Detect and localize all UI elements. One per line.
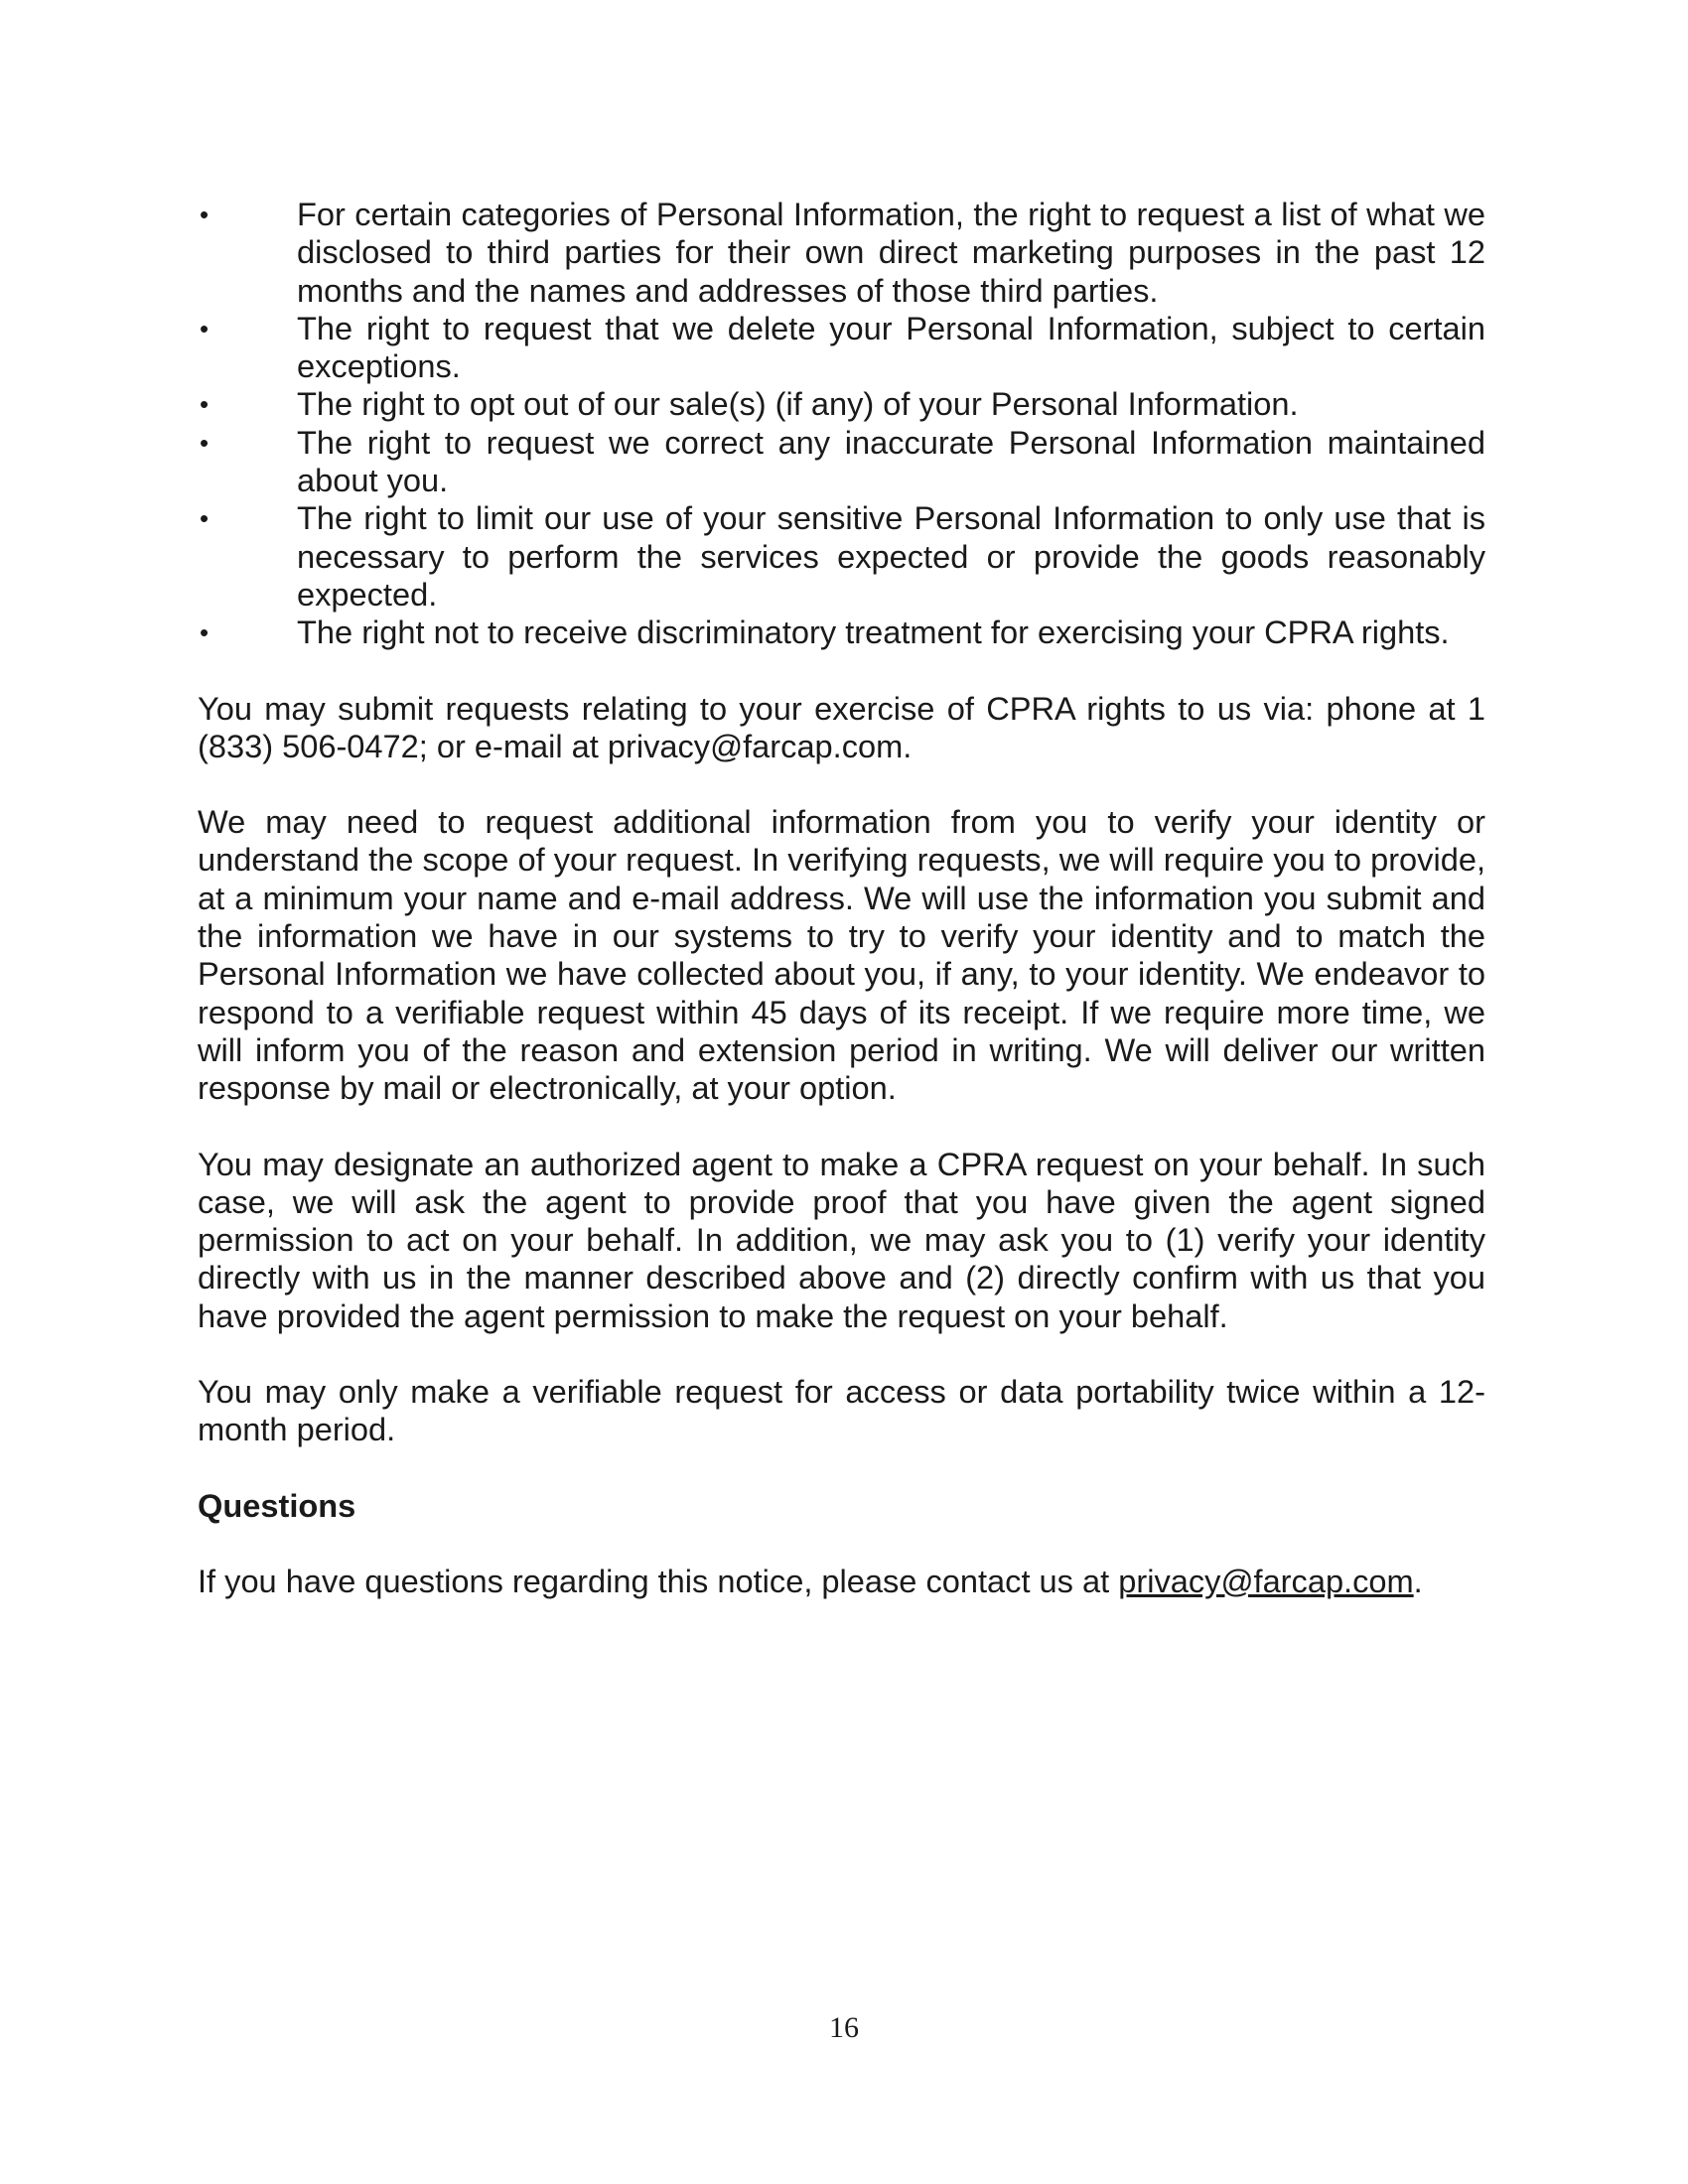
bullet-icon: • [200, 427, 210, 458]
page-number: 16 [829, 2011, 859, 2044]
questions-heading: Questions [198, 1486, 356, 1524]
list-item [198, 499, 1485, 614]
verification-paragraph: We may need to request additional information from you to verify your identity or understand the scope of your request. In verifying requests, we will require you to provide, at a minimum your name and e-mail address. We will use the information you submit and the information we have in our systems to try to verify your identity and to match the Personal Information we have collected about you, if any, to your identity. We endeavor to respond to a verifiable request within 45 days of its receipt. If we require more time, we will inform you of the reason and extension period in writing. We will deliver our written response by mail or electronically, at your option. [198, 803, 1485, 1107]
list-item [198, 196, 1485, 310]
authorized-agent-paragraph: You may designate an authorized agent to make a CPRA request on your behalf. In such case, we will ask the agent to provide proof that you have given the agent signed permission to act on your behalf. In addition, we may ask you to (1) verify your identity directly with us in the manner described above and (2) directly confirm with us that you have provided the agent permission to make the request on your behalf. [198, 1145, 1485, 1334]
rights-list [198, 196, 1485, 652]
submit-requests-paragraph: You may submit requests relating to your exercise of CPRA rights to us via: phone at 1 (833) 506-0472; or e-mail at privacy@farcap.com. [198, 689, 1485, 764]
questions-text-end: . [1413, 1562, 1423, 1599]
list-item [198, 385, 1485, 423]
bullet-icon: • [200, 313, 210, 343]
list-item [198, 614, 1485, 651]
bullet-icon: • [200, 617, 210, 648]
questions-text: If you have questions regarding this notice, please contact us at [198, 1562, 1119, 1599]
questions-paragraph [198, 1563, 1485, 1600]
list-item-text: The right to request that we delete your Personal Information, subject to certain exceptions. [297, 309, 1485, 385]
request-limit-paragraph: You may only make a verifiable request for access or data portability twice within a 12-month period. [198, 1373, 1485, 1448]
list-item-text: The right to limit our use of your sensitive Personal Information to only use that is necessary to perform the services expected or provide the goods reasonably expected. [297, 499, 1485, 613]
list-item-text: For certain categories of Personal Information, the right to request a list of what we disclosed to third parties for their own direct marketing purposes in the past 12 months and the names and addresses of those third parties. [297, 196, 1485, 309]
bullet-icon: • [200, 503, 210, 534]
list-item-text: The right not to receive discriminatory treatment for exercising your CPRA rights. [297, 614, 1450, 651]
privacy-email-link[interactable]: privacy@farcap.com [1118, 1562, 1414, 1599]
bullet-icon: • [200, 200, 210, 229]
list-item-text: The right to opt out of our sale(s) (if any) of your Personal Information. [297, 385, 1299, 423]
list-item-text: The right to request we correct any inaccurate Personal Information maintained about you. [297, 423, 1485, 499]
list-item [198, 310, 1485, 386]
page-content [198, 196, 1485, 1600]
bullet-icon: • [200, 389, 210, 420]
list-item [198, 424, 1485, 500]
